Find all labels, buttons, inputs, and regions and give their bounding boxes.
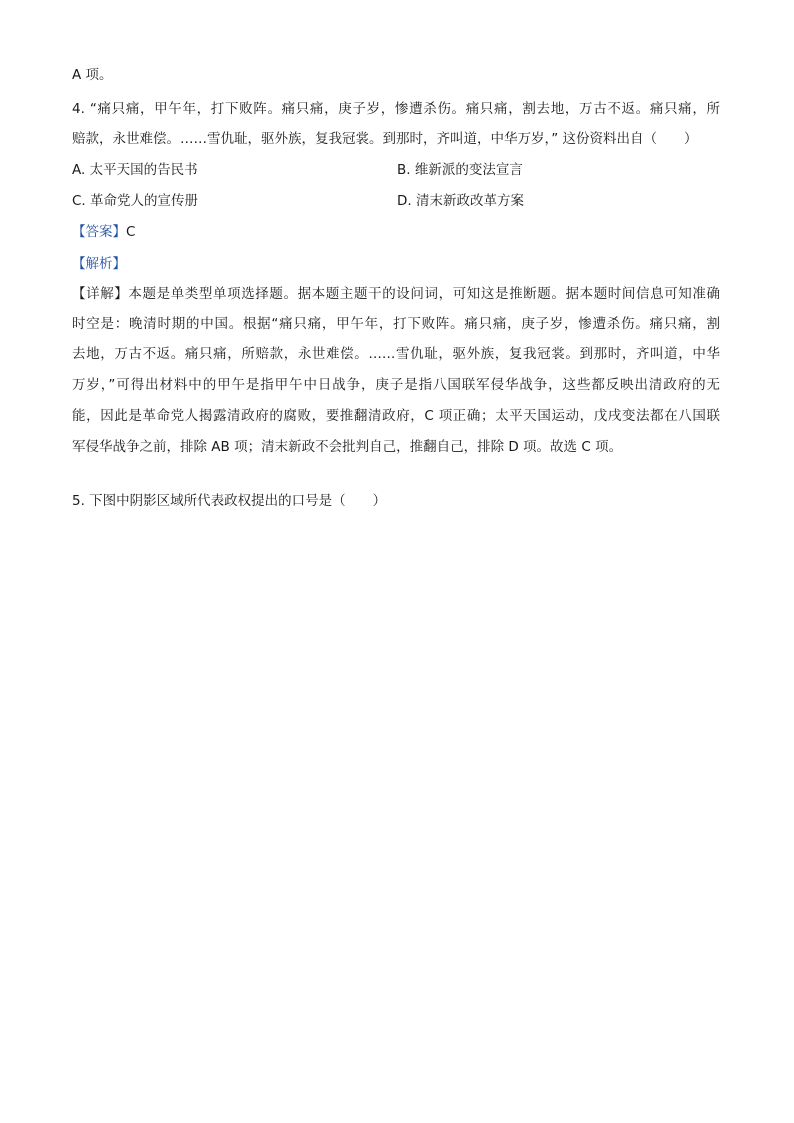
answer-value: C [126,224,136,240]
question-4-option-d: D. 清末新政改革方案 [397,193,524,209]
question-4-option-c: C. 革命党人的宣传册 [72,193,199,209]
previous-answer-tail: A 项。 [72,67,113,83]
question-4-detail-line-6: 军侵华战争之前，排除 AB 项；清末新政不会批判自己，推翻自己，排除 D 项。故选 C 项。 [72,439,623,455]
question-4-detail-line-2: 时空是：晚清时期的中国。根据“痛只痛，甲午年，打下败阵。痛只痛，庚子岁，惨遭杀伤。痛只痛，割 [72,316,720,332]
question-5-stem: 5. 下图中阴影区域所代表政权提出的口号是（ ） [72,493,387,509]
detail-label: 【详解】 [72,286,129,302]
question-4-stem-line-1: 4. “痛只痛，甲午年，打下败阵。痛只痛，庚子岁，惨遭杀伤。痛只痛，割去地，万古不返。痛只痛，所 [72,101,720,117]
question-4-stem-line-2: 赔款，永世难偿。……雪仇耻，驱外族，复我冠裳。到那时，齐叫道，中华万岁，” 这份资料出自（ ） [72,131,698,147]
question-4-detail-line-3: 去地，万古不返。痛只痛，所赔款，永世难偿。……雪仇耻，驱外族，复我冠裳。到那时，齐叫道，中华 [72,346,720,362]
question-4-option-a: A. 太平天国的告民书 [72,162,198,178]
answer-label: 【答案】 [72,224,126,240]
question-4-analysis-heading [72,254,126,274]
question-4-answer [72,222,135,242]
question-4-detail-line-1 [72,284,720,304]
question-4-detail-line-4: 万岁，”可得出材料中的甲午是指甲午中日战争，庚子是指八国联军侵华战争，这些都反映出清政府的无 [72,377,720,393]
detail-text-1: 本题是单类型单项选择题。据本题主题干的设问词，可知这是推断题。据本题时间信息可知准确 [128,286,721,302]
question-4-detail-line-5: 能，因此是革命党人揭露清政府的腐败，要推翻清政府，C 项正确；太平天国运动，戊戌变法都在八国联 [72,408,720,424]
question-4-option-b: B. 维新派的变法宣言 [397,162,523,178]
analysis-label: 【解析】 [72,256,126,272]
